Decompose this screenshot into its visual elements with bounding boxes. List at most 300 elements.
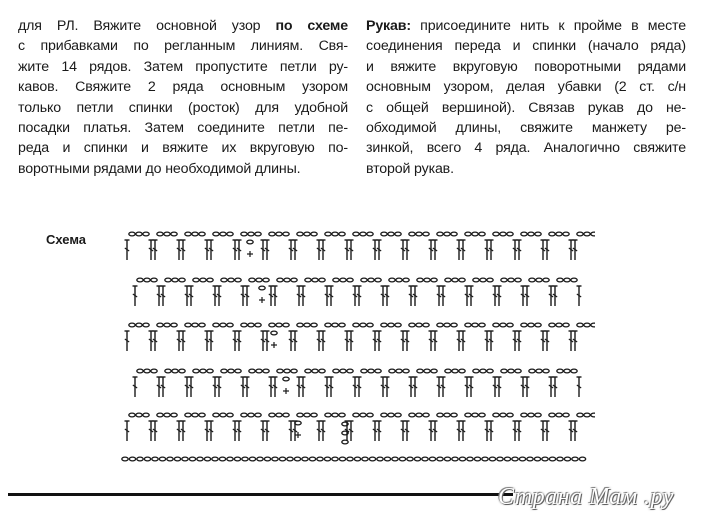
- text-line: [366, 98, 686, 118]
- chain-stitch: [164, 232, 170, 236]
- chain-stitch: [437, 323, 443, 327]
- chain-stitch: [479, 413, 485, 417]
- chain-stitch: [129, 323, 135, 327]
- chain-stitch: [403, 369, 409, 373]
- text-line: [366, 16, 686, 36]
- chain-stitch: [353, 413, 359, 417]
- text-run: только петли спинки (росток) для удобной: [18, 99, 348, 116]
- chain-stitch: [528, 413, 534, 417]
- chain-stitch: [422, 457, 428, 461]
- chain-stitch: [333, 369, 339, 373]
- chain-stitch: [212, 457, 218, 461]
- chain-stitch: [473, 278, 479, 282]
- chain-stitch: [556, 232, 562, 236]
- chain-stitch: [204, 457, 210, 461]
- chain-stitch: [584, 413, 590, 417]
- chain-stitch: [377, 457, 383, 461]
- chain-stitch: [157, 323, 163, 327]
- chain-stitch: [325, 232, 331, 236]
- text-line: [18, 159, 348, 179]
- chain-stitch: [276, 323, 282, 327]
- chain-stitch: [389, 369, 395, 373]
- chain-stitch: [375, 369, 381, 373]
- chain-stitch: [247, 240, 253, 244]
- chain-stitch: [543, 278, 549, 282]
- chain-stitch: [451, 232, 457, 236]
- chain-stitch: [556, 323, 562, 327]
- chain-stitch: [129, 232, 135, 236]
- chain-stitch: [185, 323, 191, 327]
- chain-stitch: [220, 323, 226, 327]
- chain-stitch: [167, 457, 173, 461]
- chain-stitch: [242, 457, 248, 461]
- chain-stitch: [193, 278, 199, 282]
- chain-stitch: [255, 323, 261, 327]
- chain-stitch: [304, 323, 310, 327]
- chain-stitch: [332, 232, 338, 236]
- chain-stitch: [333, 278, 339, 282]
- chain-stitch: [312, 369, 318, 373]
- chain-stitch: [381, 323, 387, 327]
- chain-stitch: [137, 278, 143, 282]
- text-run: и вяжите вкруговую поворотными рядами: [366, 58, 686, 75]
- chain-stitch: [248, 232, 254, 236]
- chain-stitch: [542, 457, 548, 461]
- chain-stitch: [151, 278, 157, 282]
- chain-stitch: [171, 232, 177, 236]
- chain-stitch: [172, 278, 178, 282]
- chain-stitch: [192, 232, 198, 236]
- chain-stitch: [199, 413, 205, 417]
- text-run: основным узором, делая убавки (2 ст. с/н: [366, 79, 686, 96]
- chain-stitch: [283, 377, 289, 381]
- chain-stitch: [325, 323, 331, 327]
- bold-text: по схеме: [275, 18, 348, 34]
- chain-stitch: [360, 413, 366, 417]
- chain-stitch: [452, 278, 458, 282]
- chain-stitch: [536, 278, 542, 282]
- chain-stitch: [362, 457, 368, 461]
- chain-stitch: [157, 413, 163, 417]
- chain-stitch: [339, 323, 345, 327]
- chain-stitch: [185, 413, 191, 417]
- chain-stitch: [571, 369, 577, 373]
- chain-stitch: [269, 413, 275, 417]
- chain-stitch: [241, 232, 247, 236]
- text-run: посадки платья. Затем соедините петли пе-: [18, 120, 348, 137]
- text-run: второй рукав.: [366, 160, 454, 177]
- chain-stitch: [452, 457, 458, 461]
- chain-stitch: [136, 413, 142, 417]
- chain-stitch: [200, 278, 206, 282]
- chain-stitch: [319, 369, 325, 373]
- chain-stitch: [164, 413, 170, 417]
- chain-stitch: [192, 413, 198, 417]
- chain-stitch: [579, 457, 585, 461]
- chain-stitch: [529, 278, 535, 282]
- chain-stitch: [501, 369, 507, 373]
- chain-stitch: [241, 323, 247, 327]
- chain-stitch: [249, 278, 255, 282]
- text-line: [18, 98, 348, 118]
- text-run: для РЛ. Вяжите основной узор: [18, 18, 276, 34]
- chain-stitch: [467, 457, 473, 461]
- chain-stitch: [563, 232, 569, 236]
- chain-stitch: [340, 278, 346, 282]
- chain-stitch: [339, 413, 345, 417]
- chain-stitch: [465, 232, 471, 236]
- chain-stitch: [193, 369, 199, 373]
- chain-stitch: [452, 369, 458, 373]
- chain-stitch: [342, 440, 348, 444]
- chain-stitch: [564, 278, 570, 282]
- chain-stitch: [416, 232, 422, 236]
- chain-stitch: [361, 369, 367, 373]
- text-line: [366, 77, 686, 97]
- chain-stitch: [143, 323, 149, 327]
- chain-stitch: [473, 369, 479, 373]
- chain-stitch: [407, 457, 413, 461]
- chain-stitch: [388, 232, 394, 236]
- chain-stitch: [429, 457, 435, 461]
- chain-stitch: [332, 457, 338, 461]
- chain-stitch: [354, 457, 360, 461]
- chain-stitch: [487, 278, 493, 282]
- chain-stitch: [234, 457, 240, 461]
- chain-stitch: [521, 232, 527, 236]
- chain-stitch: [572, 457, 578, 461]
- chain-stitch: [508, 278, 514, 282]
- chain-stitch: [136, 232, 142, 236]
- text-run: реда и спинки и вяжите их вкруговую по-: [18, 140, 348, 157]
- chain-stitch: [137, 457, 143, 461]
- chain-stitch: [235, 369, 241, 373]
- chain-stitch: [549, 457, 555, 461]
- chain-stitch: [535, 323, 541, 327]
- chain-stitch: [472, 413, 478, 417]
- chain-stitch: [414, 457, 420, 461]
- chain-stitch: [347, 369, 353, 373]
- chain-stitch: [151, 369, 157, 373]
- chain-stitch: [563, 413, 569, 417]
- chain-stitch: [556, 413, 562, 417]
- chain-stitch: [508, 369, 514, 373]
- chain-stitch: [249, 369, 255, 373]
- chain-stitch: [339, 232, 345, 236]
- chain-stitch: [283, 413, 289, 417]
- chain-stitch: [283, 232, 289, 236]
- chain-stitch: [228, 369, 234, 373]
- chain-stitch: [311, 232, 317, 236]
- chain-stitch: [360, 323, 366, 327]
- chain-stitch: [437, 413, 443, 417]
- chain-stitch: [283, 323, 289, 327]
- chain-stitch: [493, 232, 499, 236]
- chain-stitch: [465, 323, 471, 327]
- chain-stitch: [256, 369, 262, 373]
- chain-stitch: [122, 457, 128, 461]
- chain-stitch: [423, 413, 429, 417]
- chain-stitch: [409, 323, 415, 327]
- chain-stitch: [353, 323, 359, 327]
- chain-stitch: [416, 413, 422, 417]
- chain-stitch: [444, 413, 450, 417]
- chain-stitch: [269, 232, 275, 236]
- chain-stitch: [403, 278, 409, 282]
- text-line: [366, 118, 686, 138]
- chain-stitch: [482, 457, 488, 461]
- chain-stitch: [528, 232, 534, 236]
- chain-stitch: [269, 323, 275, 327]
- chain-stitch: [445, 278, 451, 282]
- chain-stitch: [472, 323, 478, 327]
- chain-stitch: [304, 413, 310, 417]
- chain-stitch: [564, 369, 570, 373]
- chain-stitch: [515, 278, 521, 282]
- chain-stitch: [479, 323, 485, 327]
- chain-stitch: [500, 413, 506, 417]
- chain-stitch: [144, 369, 150, 373]
- chain-stitch: [479, 232, 485, 236]
- chain-stitch: [332, 323, 338, 327]
- chain-stitch: [591, 323, 595, 327]
- chain-stitch: [227, 323, 233, 327]
- chain-stitch: [172, 369, 178, 373]
- chain-stitch: [277, 369, 283, 373]
- chain-stitch: [295, 421, 301, 425]
- chain-stitch: [459, 457, 465, 461]
- chain-stitch: [563, 323, 569, 327]
- chain-stitch: [493, 323, 499, 327]
- chain-stitch: [272, 457, 278, 461]
- chain-stitch: [332, 413, 338, 417]
- text-line: [18, 57, 348, 77]
- chain-stitch: [549, 413, 555, 417]
- chain-stitch: [263, 278, 269, 282]
- chain-stitch: [304, 232, 310, 236]
- chain-stitch: [500, 232, 506, 236]
- chain-stitch: [152, 457, 158, 461]
- crochet-scheme-diagram: [115, 224, 595, 474]
- chain-stitch: [549, 232, 555, 236]
- text-line: [18, 16, 348, 36]
- chain-stitch: [424, 278, 430, 282]
- chain-stitch: [249, 457, 255, 461]
- chain-stitch: [444, 232, 450, 236]
- chain-stitch: [474, 457, 480, 461]
- chain-stitch: [536, 369, 542, 373]
- chain-stitch: [319, 278, 325, 282]
- chain-stitch: [497, 457, 503, 461]
- chain-stitch: [200, 369, 206, 373]
- chain-stitch: [489, 457, 495, 461]
- chain-stitch: [220, 232, 226, 236]
- chain-stitch: [381, 232, 387, 236]
- chain-stitch: [367, 413, 373, 417]
- chain-stitch: [291, 369, 297, 373]
- chain-stitch: [584, 323, 590, 327]
- chain-stitch: [465, 413, 471, 417]
- chain-stitch: [317, 457, 323, 461]
- chain-stitch: [577, 323, 583, 327]
- chain-stitch: [368, 278, 374, 282]
- chain-stitch: [549, 323, 555, 327]
- chain-stitch: [171, 413, 177, 417]
- chain-stitch: [297, 323, 303, 327]
- chain-stitch: [179, 369, 185, 373]
- chain-stitch: [557, 369, 563, 373]
- chain-stitch: [521, 413, 527, 417]
- text-line: [18, 138, 348, 158]
- chain-stitch: [423, 232, 429, 236]
- chain-stitch: [144, 457, 150, 461]
- chain-stitch: [409, 413, 415, 417]
- chain-stitch: [368, 369, 374, 373]
- chain-stitch: [459, 369, 465, 373]
- chain-stitch: [129, 413, 135, 417]
- chain-stitch: [353, 232, 359, 236]
- scheme-title: Схема: [46, 232, 87, 247]
- chain-stitch: [480, 278, 486, 282]
- chain-stitch: [423, 323, 429, 327]
- chain-stitch: [591, 232, 595, 236]
- chain-stitch: [504, 457, 510, 461]
- chain-stitch: [507, 232, 513, 236]
- chain-stitch: [396, 278, 402, 282]
- chain-stitch: [248, 323, 254, 327]
- chain-stitch: [297, 232, 303, 236]
- chain-stitch: [213, 232, 219, 236]
- chain-stitch: [227, 413, 233, 417]
- text-run: зинкой, всего 4 ряда. Аналогично свяжите: [366, 140, 686, 157]
- chain-stitch: [557, 278, 563, 282]
- chain-stitch: [417, 278, 423, 282]
- chain-stitch: [324, 457, 330, 461]
- text-run: обходимой длины, свяжите манжету ре-: [366, 120, 686, 137]
- chain-stitch: [235, 278, 241, 282]
- chain-stitch: [396, 369, 402, 373]
- chain-stitch: [584, 232, 590, 236]
- chain-stitch: [367, 323, 373, 327]
- chain-stitch: [279, 457, 285, 461]
- chain-stitch: [199, 323, 205, 327]
- chain-stitch: [339, 457, 345, 461]
- chain-stitch: [340, 369, 346, 373]
- chain-stitch: [144, 278, 150, 282]
- chain-stitch: [213, 323, 219, 327]
- chain-stitch: [360, 232, 366, 236]
- chain-stitch: [528, 323, 534, 327]
- chain-stitch: [395, 413, 401, 417]
- chain-stitch: [472, 232, 478, 236]
- chain-stitch: [417, 369, 423, 373]
- chain-stitch: [129, 457, 135, 461]
- chain-stitch: [276, 413, 282, 417]
- chain-stitch: [437, 457, 443, 461]
- chain-stitch: [424, 369, 430, 373]
- chain-stitch: [171, 323, 177, 327]
- chain-stitch: [519, 457, 525, 461]
- chain-stitch: [388, 413, 394, 417]
- text-run: с общей вершиной). Связав рукав до не-: [366, 99, 686, 116]
- chain-stitch: [564, 457, 570, 461]
- text-line: [366, 57, 686, 77]
- chain-stitch: [157, 232, 163, 236]
- chain-stitch: [297, 413, 303, 417]
- left-text-column: [18, 16, 348, 179]
- chain-stitch: [557, 457, 563, 461]
- text-line: [366, 36, 686, 56]
- chain-stitch: [591, 413, 595, 417]
- chain-stitch: [571, 278, 577, 282]
- chain-stitch: [451, 413, 457, 417]
- chain-stitch: [361, 278, 367, 282]
- chain-stitch: [257, 457, 263, 461]
- chain-stitch: [291, 278, 297, 282]
- chain-stitch: [500, 323, 506, 327]
- chain-stitch: [264, 457, 270, 461]
- text-line: [366, 159, 686, 179]
- chain-stitch: [159, 457, 165, 461]
- chain-stitch: [165, 278, 171, 282]
- chain-stitch: [221, 369, 227, 373]
- chain-stitch: [284, 278, 290, 282]
- chain-stitch: [445, 369, 451, 373]
- chain-stitch: [367, 232, 373, 236]
- chain-stitch: [347, 278, 353, 282]
- chain-stitch: [227, 457, 233, 461]
- chain-stitch: [395, 323, 401, 327]
- text-run: жите 14 рядов. Затем пропустите петли ру-: [18, 58, 348, 75]
- chain-stitch: [255, 413, 261, 417]
- watermark-logo: Страна Мам .ру: [498, 484, 674, 510]
- text-line: [366, 138, 686, 158]
- chain-stitch: [493, 413, 499, 417]
- chain-stitch: [294, 457, 300, 461]
- chain-stitch: [399, 457, 405, 461]
- chain-stitch: [276, 232, 282, 236]
- text-line: [18, 118, 348, 138]
- text-run: присоедините нить к пройме в месте: [410, 18, 686, 34]
- chain-stitch: [521, 323, 527, 327]
- chain-stitch: [431, 278, 437, 282]
- chain-stitch: [305, 369, 311, 373]
- chain-stitch: [507, 413, 513, 417]
- chain-stitch: [192, 323, 198, 327]
- chain-stitch: [543, 369, 549, 373]
- bold-text: Рукав:: [366, 18, 411, 34]
- chain-stitch: [213, 413, 219, 417]
- text-line: [18, 36, 348, 56]
- chain-stitch: [381, 413, 387, 417]
- chain-stitch: [305, 278, 311, 282]
- chain-stitch: [392, 457, 398, 461]
- chain-stitch: [197, 457, 203, 461]
- chain-stitch: [347, 457, 353, 461]
- chain-stitch: [241, 413, 247, 417]
- chain-stitch: [227, 232, 233, 236]
- chain-stitch: [302, 457, 308, 461]
- chain-stitch: [165, 369, 171, 373]
- chain-stitch: [535, 413, 541, 417]
- chain-stitch: [164, 323, 170, 327]
- chain-stitch: [207, 278, 213, 282]
- chain-stitch: [284, 369, 290, 373]
- chain-stitch: [174, 457, 180, 461]
- chain-stitch: [437, 232, 443, 236]
- chain-stitch: [255, 232, 261, 236]
- chain-stitch: [199, 232, 205, 236]
